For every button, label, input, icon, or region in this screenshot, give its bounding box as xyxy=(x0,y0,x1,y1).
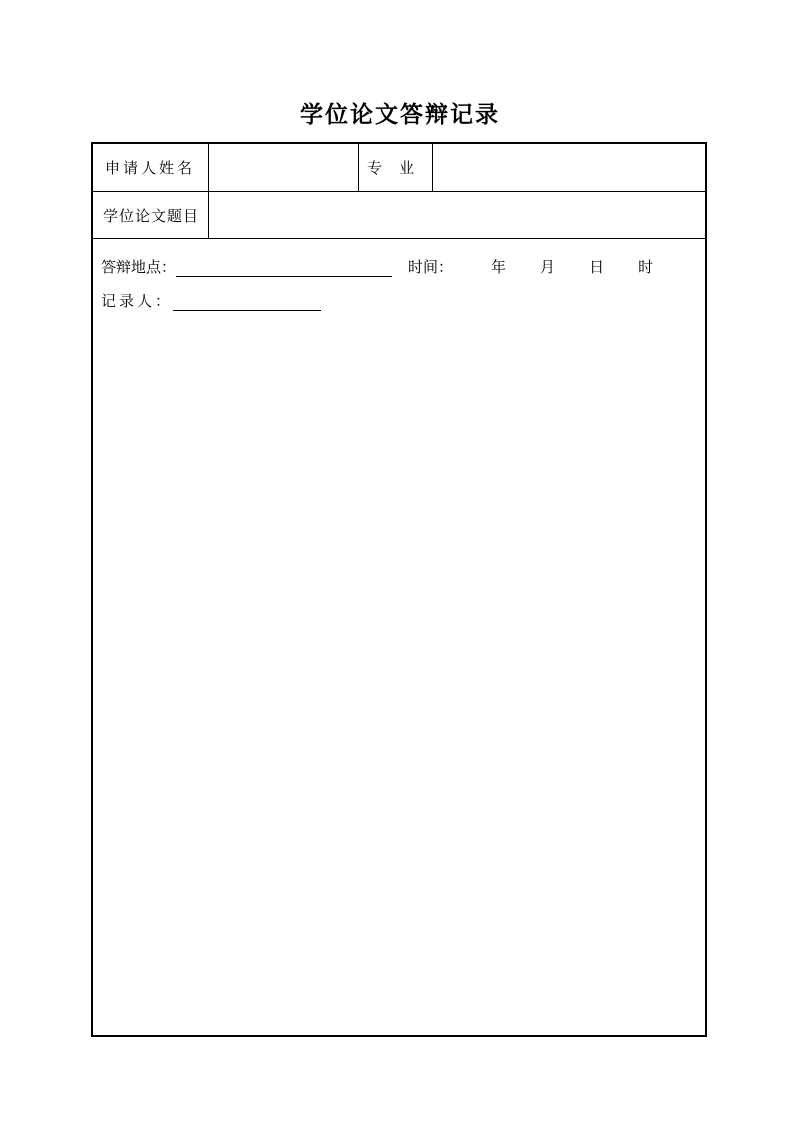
year-label: 年 xyxy=(491,258,507,276)
month-label: 月 xyxy=(540,258,556,276)
notes-area[interactable] xyxy=(101,324,697,1027)
recorder-field[interactable] xyxy=(173,294,321,311)
hour-label: 时 xyxy=(638,258,654,276)
location-time-line xyxy=(101,256,653,277)
location-field[interactable] xyxy=(176,260,392,277)
recorder-line xyxy=(101,290,321,311)
day-label: 日 xyxy=(589,258,605,276)
thesis-title-row xyxy=(93,192,705,239)
location-label: 答辩地点： xyxy=(101,258,177,276)
time-label: 时间： xyxy=(408,258,454,276)
defense-record-form xyxy=(91,142,707,1037)
applicant-name-field[interactable] xyxy=(209,144,359,191)
applicant-name-label: 申请人姓名 xyxy=(93,144,209,191)
applicant-row xyxy=(93,144,705,192)
recorder-label: 记录人： xyxy=(101,292,174,310)
thesis-title-label: 学位论文题目 xyxy=(93,192,209,238)
major-field[interactable] xyxy=(433,144,705,191)
page-title: 学位论文答辩记录 xyxy=(300,102,500,128)
thesis-title-field[interactable] xyxy=(209,192,705,238)
major-label: 专 业 xyxy=(359,144,433,191)
